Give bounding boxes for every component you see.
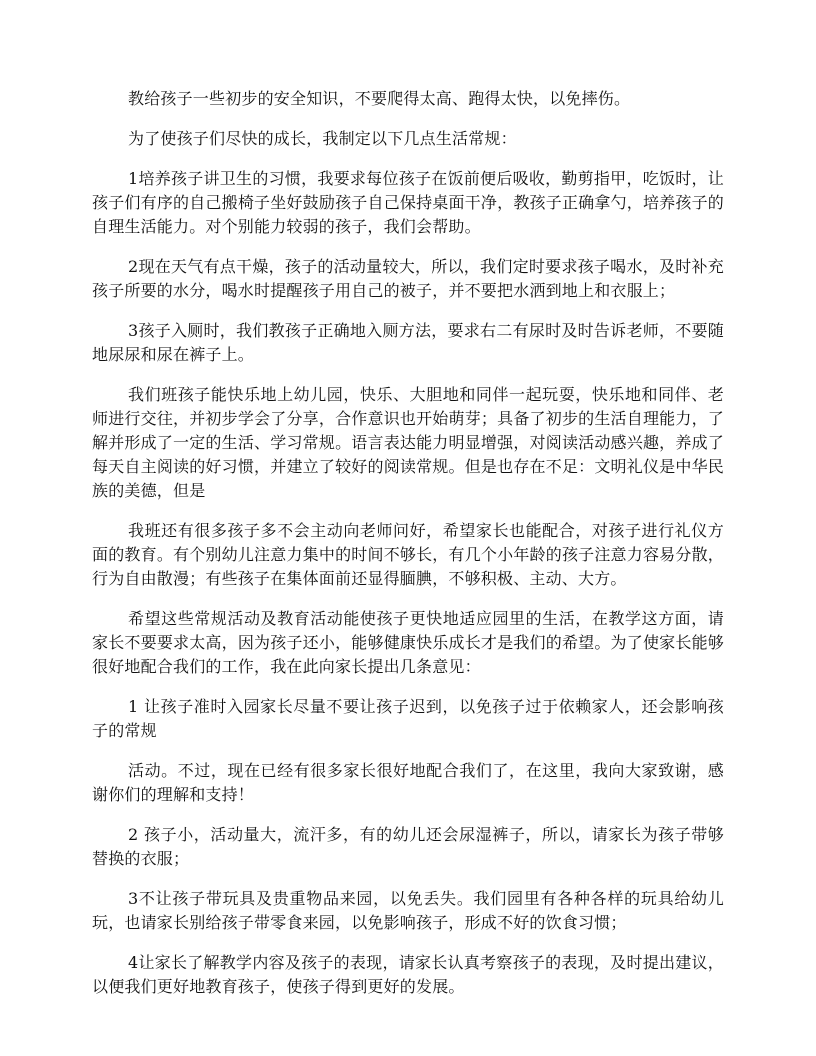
paragraph-feedback: 4让家长了解教学内容及孩子的表现，请家长认真考察孩子的表现，及时提出建议，以便我们更好地教育孩子，使孩子得到更好的发展。 [92, 953, 724, 996]
paragraph-parent-request: 希望这些常规活动及教育活动能使孩子更快地适应园里的生活，在教学这方面，请家长不要要求太高，因为孩子还小，能够健康快乐成长才是我们的希望。为了使家长能够很好地配合我们的工作，我在此向家长提出几条意见： [92, 609, 724, 676]
paragraph-on-time: 1 让孩子准时入园家长尽量不要让孩子迟到，以免孩子过于依赖家人，还会影响孩子的常规 [92, 697, 724, 740]
paragraph-toilet: 3孩子入厕时，我们教孩子正确地入厕方法，要求右二有尿时及时告诉老师，不要随地尿尿和尿在裤子上。 [92, 321, 724, 364]
paragraph-class-progress: 我们班孩子能快乐地上幼儿园，快乐、大胆地和同伴一起玩耍，快乐地和同伴、老师进行交往，并初步学会了分享，合作意识也开始萌芽；具备了初步的生活自理能力，了解并形成了一定的生活、学习常规。语言表达能力明显增强，对阅读活动感兴趣，养成了每天自主阅读的好习惯，并建立了较好的阅读常规。但是也存在不足：文明礼仪是中华民族的美德，但是 [92, 385, 724, 500]
document-page [92, 87, 724, 1015]
paragraph-hygiene: 1培养孩子讲卫生的习惯，我要求每位孩子在饭前便后吸收，勤剪指甲，吃饭时，让孩子们有序的自己搬椅子坐好鼓励孩子自己保持桌面干净，教孩子正确拿勺，培养孩子的自理生活能力。对个别能力较弱的孩子，我们会帮助。 [92, 169, 724, 236]
paragraph-drinking-water: 2现在天气有点干燥，孩子的活动量较大，所以，我们定时要求孩子喝水，及时补充孩子所要的水分，喝水时提醒孩子用自己的被子，并不要把水洒到地上和衣服上； [92, 257, 724, 300]
paragraph-shortcomings: 我班还有很多孩子多不会主动向老师问好，希望家长也能配合，对孩子进行礼仪方面的教育。有个别幼儿注意力集中的时间不够长，有几个小年龄的孩子注意力容易分散，行为自由散漫；有些孩子在集体面前还显得腼腆，不够积极、主动、大方。 [92, 521, 724, 588]
paragraph-routine-intro: 为了使孩子们尽快的成长，我制定以下几点生活常规： [128, 129, 517, 148]
paragraph-toys: 3不让孩子带玩具及贵重物品来园，以免丢失。我们园里有各种各样的玩具给幼儿玩，也请家长别给孩子带零食来园，以免影响孩子，形成不好的饮食习惯； [92, 889, 724, 932]
paragraph-safety: 教给孩子一些初步的安全知识，不要爬得太高、跑得太快，以免摔伤。 [128, 89, 631, 108]
paragraph-clothes: 2 孩子小，活动量大，流汗多，有的幼儿还会尿湿裤子，所以，请家长为孩子带够替换的衣服； [92, 825, 724, 868]
paragraph-thanks: 活动。不过，现在已经有很多家长很好地配合我们了，在这里，我向大家致谢，感谢你们的理解和支持！ [92, 761, 724, 804]
